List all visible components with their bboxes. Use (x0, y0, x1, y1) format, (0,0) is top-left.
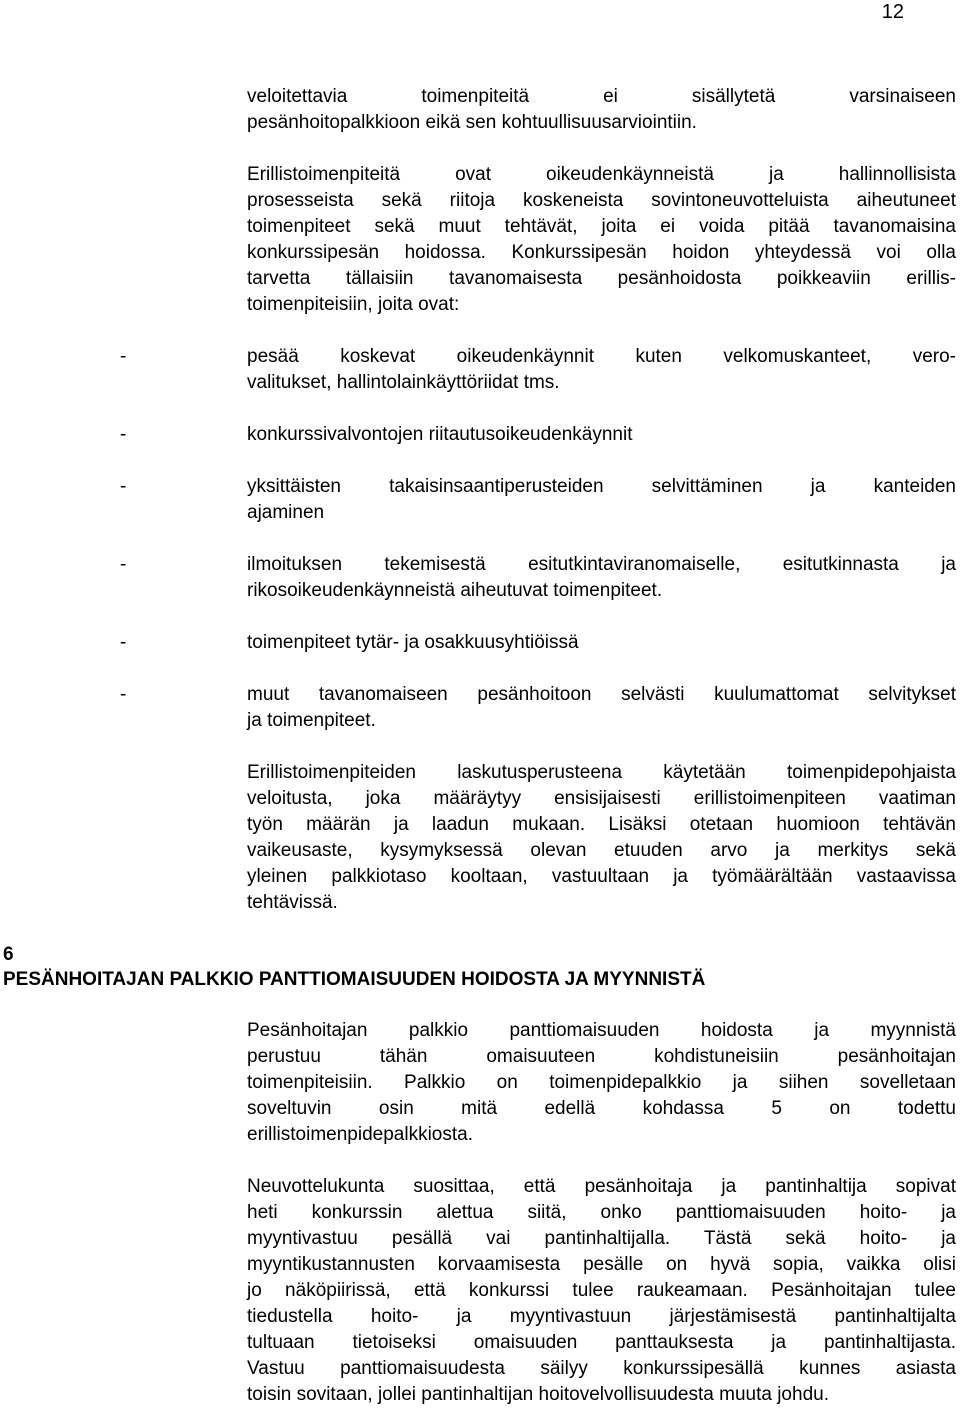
paragraph-3 (247, 760, 956, 916)
text-line: Erillistoimenpiteitä ovat oikeudenkäynneistä ja hallinnollisista (247, 164, 956, 185)
paragraph-1 (247, 84, 956, 136)
text-line: konkurssivalvontojen riitautusoikeudenkäynnit (247, 424, 633, 445)
section-title: PESÄNHOITAJAN PALKKIO PANTTIOMAISUUDEN HOIDOSTA JA MYYNNISTÄ (3, 969, 706, 990)
text-line: ajaminen (247, 502, 325, 523)
bullet-item (247, 552, 956, 604)
text-line: tarvetta tällaisiin tavanomaisesta pesänhoidosta poikkeaviin erillis- (247, 268, 956, 289)
text-line: prosesseista sekä riitoja koskeneista sovintoneuvotteluista aiheutuneet (247, 190, 956, 211)
text-line: toimenpiteisiin. Palkkio on toimenpidepalkkio ja siihen sovelletaan (247, 1072, 956, 1093)
text-line: tiedustella hoito- ja myyntivastuun järjestämisestä pantinhaltijalta (247, 1306, 956, 1327)
bullet-dash: - (120, 476, 127, 497)
page-number: 12 (881, 1, 904, 23)
text-line: heti konkurssin alettua siitä, onko panttiomaisuuden hoito- ja (247, 1202, 956, 1223)
text-line: myyntivastuu pesällä vai pantinhaltijalla. Tästä sekä hoito- ja (247, 1228, 956, 1249)
text-line: konkurssipesän hoidossa. Konkurssipesän hoidon yhteydessä voi olla (247, 242, 956, 263)
text-line: Neuvottelukunta suosittaa, että pesänhoitaja ja pantinhaltija sopivat (247, 1176, 956, 1197)
bullet-item (247, 422, 956, 448)
text-line: Vastuu panttiomaisuudesta säilyy konkurssipesällä kunnes asiasta (247, 1358, 956, 1379)
text-line: ilmoituksen tekemisestä esitutkintaviranomaiselle, esitutkinnasta ja (247, 554, 956, 575)
bullet-item (247, 682, 956, 734)
paragraph-5 (247, 1174, 956, 1408)
text-line: rikosoikeudenkäynneistä aiheutuvat toimenpiteet. (247, 580, 663, 601)
text-line: ja toimenpiteet. (247, 710, 376, 731)
paragraph-2 (247, 162, 956, 318)
text-line: myyntikustannusten korvaamisesta pesälle on hyvä sopia, vaikka olisi (247, 1254, 956, 1275)
bullet-item (247, 630, 956, 656)
text-line: muut tavanomaiseen pesänhoitoon selvästi kuulumattomat selvitykset (247, 684, 956, 705)
text-line: Erillistoimenpiteiden laskutusperusteena käytetään toimenpidepohjaista (247, 762, 956, 783)
bullet-dash: - (120, 632, 127, 653)
text-line: vaikeusaste, kysymyksessä olevan etuuden arvo ja merkitys sekä (247, 840, 956, 861)
section-number: 6 (3, 944, 14, 965)
bullet-dash: - (120, 684, 127, 705)
text-line: pesää koskevat oikeudenkäynnit kuten velkomuskanteet, vero- (247, 346, 956, 367)
text-line: toimenpiteet tytär- ja osakkuusyhtiöissä (247, 632, 579, 653)
bullet-item (247, 344, 956, 396)
bullet-dash: - (120, 346, 127, 367)
text-line: valitukset, hallintolainkäyttöriidat tms. (247, 372, 560, 393)
bullet-item (247, 474, 956, 526)
text-line: veloitettavia toimenpiteitä ei sisällytetä varsinaiseen (247, 86, 956, 107)
bullet-dash: - (120, 554, 127, 575)
text-line: toisin sovitaan, jollei pantinhaltijan hoitovelvollisuudesta muuta johdu. (247, 1384, 829, 1405)
text-line: yksittäisten takaisinsaantiperusteiden selvittäminen ja kanteiden (247, 476, 956, 497)
text-line: Pesänhoitajan palkkio panttiomaisuuden hoidosta ja myynnistä (247, 1020, 956, 1041)
text-line: jo näköpiirissä, että konkurssi tulee raukeamaan. Pesänhoitajan tulee (247, 1280, 956, 1301)
text-line: toimenpiteet sekä muut tehtävät, joita ei voida pitää tavanomaisina (247, 216, 956, 237)
text-line: soveltuvin osin mitä edellä kohdassa 5 on todettu (247, 1098, 956, 1119)
text-line: työn määrän ja laadun mukaan. Lisäksi otetaan huomioon tehtävän (247, 814, 956, 835)
text-line: veloitusta, joka määräytyy ensisijaisesti erillistoimenpiteen vaatiman (247, 788, 956, 809)
text-line: toimenpiteisiin, joita ovat: (247, 294, 460, 315)
text-line: pesänhoitopalkkioon eikä sen kohtuullisuusarviointiin. (247, 112, 697, 133)
text-line: tehtävissä. (247, 892, 338, 913)
text-line: erillistoimenpidepalkkiosta. (247, 1124, 473, 1145)
bullet-dash: - (120, 424, 127, 445)
text-line: yleinen palkkiotaso kooltaan, vastuultaan ja työmäärältään vastaavissa (247, 866, 956, 887)
text-line: tultuaan tietoiseksi omaisuuden panttauksesta ja pantinhaltijasta. (247, 1332, 956, 1353)
text-line: perustuu tähän omaisuuteen kohdistuneisiin pesänhoitajan (247, 1046, 956, 1067)
paragraph-4 (247, 1018, 956, 1148)
